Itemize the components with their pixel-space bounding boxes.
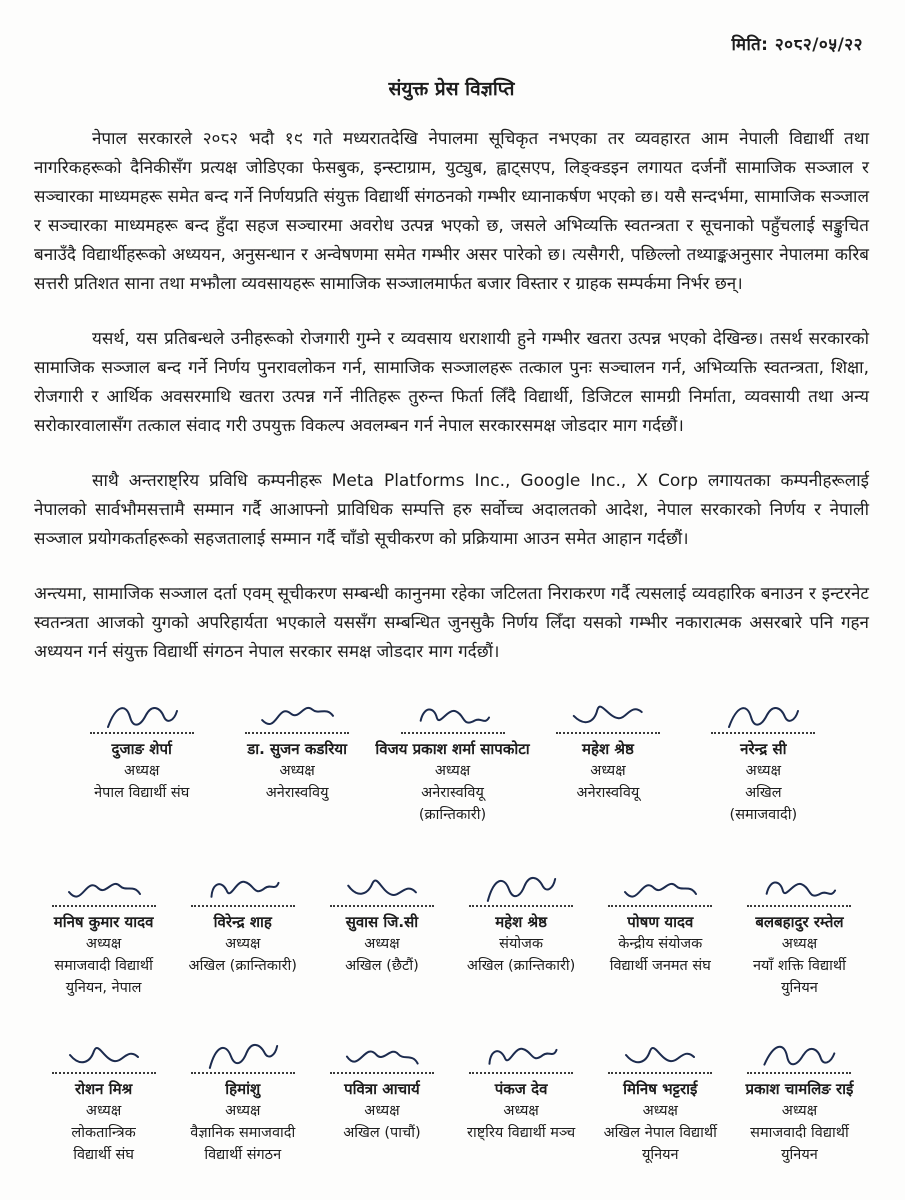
signatory-org-2: यूनियन [641, 1147, 679, 1163]
signatory-block [730, 1033, 869, 1166]
signatory-block [591, 1033, 730, 1166]
signatory-role: अध्यक्ष [225, 936, 261, 952]
signatory-org: अनेरास्ववियु [265, 785, 329, 801]
signatory-name: हिमांशु [225, 1080, 261, 1098]
paragraph-3: साथै अन्तराष्ट्रिय प्रविधि कम्पनीहरू Meta Platforms Inc., Google Inc., X Corp लगायतका कम्पनीहरूलाई नेपालको सार्वभौमसत्तामै सम्मान गर्दै आआफ्नो प्राविधिक सम्पत्ति हरु सर्वोच्च अदालतको आदेश, नेपाल सरकारको निर्णय र नेपाली सञ्जाल प्रयोगकर्ताहरूको सहजतालाई सम्मान गर्दै चाँडो सूचीकरण को प्रक्रियामा आउन समेत आहान गर्दछौं। [34, 471, 869, 549]
signatory-org: अखिल (क्रान्तिकारी) [466, 958, 576, 974]
signatory-org: अखिल [745, 785, 782, 801]
signature-icon [452, 1033, 591, 1077]
signature-icon [591, 1033, 730, 1077]
signatory-block [312, 1033, 451, 1144]
signature-icon [530, 693, 685, 737]
signature-icon [375, 693, 530, 737]
document-title: संयुक्त प्रेस विज्ञप्ति [388, 78, 515, 100]
signatory-org-2: युनियन [781, 1147, 818, 1163]
signatory-name: प्रकाश चामलिङ राई [745, 1080, 854, 1098]
signatory-org-2: (क्रान्तिकारी) [418, 807, 487, 823]
signature-row-2 [34, 866, 869, 999]
document-date: मिति: २०८२/०५/२२ [731, 35, 863, 55]
signatory-role: अध्यक्ष [781, 936, 818, 952]
signatory-block [64, 693, 219, 804]
signatory-role: अध्यक्ष [364, 1103, 400, 1119]
signatory-role: अध्यक्ष [434, 763, 471, 779]
signatory-role: अध्यक्ष [85, 936, 122, 952]
signatory-name: मनिष कुमार यादव [53, 913, 154, 931]
signatory-org-2: युनियन [781, 980, 818, 996]
signature-icon [312, 1033, 451, 1077]
paragraph-1: नेपाल सरकारले २०८२ भदौ १९ गते मध्यरातदेखि नेपालमा सूचिकृत नभएका तर व्यवहारत आम नेपाली विद्यार्थी तथा नागरिकहरूको दैनिकीसँग प्रत्यक्ष जोडिएका फेसबुक, इन्स्टाग्राम, युट्युब, ह्वाट्सएप, लिङ्क्डइन लगायत दर्जनौं सामाजिक सञ्जाल र सञ्चारका माध्यमहरू समेत बन्द गर्ने निर्णयप्रति संयुक्त विद्यार्थी संगठनको गम्भीर ध्यानाकर्षण भएको छ। यसै सन्दर्भमा, सामाजिक सञ्जाल र सञ्चारका माध्यमहरू बन्द हुँदा सहज सञ्चारमा अवरोध उत्पन्न भएको छ, जसले अभिव्यक्ति स्वतन्त्रता र सूचनाको पहुँचलाई सङ्कुचित बनाउँदै विद्यार्थीहरूको अध्ययन, अनुसन्धान र अन्वेषणमा समेत गम्भीर असर पारेको छ। त्यसैगरी, पछिल्लो तथ्याङ्कअनुसार नेपालमा करिब सत्तरी प्रतिशत साना तथा मझौला व्यवसायहरू सामाजिक सञ्जालमार्फत बजार विस्तार र ग्राहक सम्पर्कमा निर्भर छन्। [34, 129, 869, 294]
signature-icon [173, 1033, 312, 1077]
signatory-org: समाजवादी विद्यार्थी [54, 958, 153, 974]
signature-icon [452, 866, 591, 910]
signatory-role: अध्यक्ष [590, 763, 626, 779]
signature-row-3 [34, 1033, 869, 1166]
paragraph-2: यसर्थ, यस प्रतिबन्धले उनीहरूको रोजगारी गुम्ने र व्यवसाय धराशायी हुने गम्भीर खतरा उत्पन्न भएको देखिन्छ। तसर्थ सरकारको सामाजिक सञ्जाल बन्द गर्ने निर्णय पुनरावलोकन गर्न, सामाजिक सञ्जालहरू तत्काल पुनः सञ्चालन गर्न, अभिव्यक्ति स्वतन्त्रता, शिक्षा, रोजगारी र आर्थिक अवसरमाथि खतरा उत्पन्न गर्ने नीतिहरू तुरुन्त फिर्ता लिँदै विद्यार्थी, डिजिटल सामग्री निर्माता, व्यवसायी तथा अन्य सरोकारवालासँग तत्काल संवाद गरी उपयुक्त विकल्प अवलम्बन गर्न नेपाल सरकारसमक्ष जोडदार माग गर्दछौं। [34, 329, 869, 436]
signatory-name: नरेन्द्र सी [740, 740, 787, 758]
signatory-name: रोशन मिश्र [74, 1080, 133, 1098]
signatory-role: अध्यक्ष [279, 763, 315, 779]
signatory-role: अध्यक्ष [364, 936, 400, 952]
signatory-org-2: (समाजवादी) [729, 807, 798, 823]
signatory-block [686, 693, 841, 826]
signatory-role: अध्यक्ष [745, 763, 781, 779]
signatory-org: अनेरास्ववियू [421, 785, 484, 801]
signature-icon [173, 866, 312, 910]
signature-icon [64, 693, 219, 737]
signature-icon [312, 866, 451, 910]
signatory-name: डा. सुजन कडरिया [247, 740, 348, 758]
signatory-org: राष्ट्रिय विद्यार्थी मञ्च [467, 1125, 576, 1141]
signatory-block [375, 693, 530, 826]
signatory-block [312, 866, 451, 977]
signatory-org-2: विद्यार्थी संघ [73, 1147, 134, 1163]
signatory-org: लोकतान्त्रिक [71, 1125, 136, 1141]
signatory-name: पवित्रा आचार्य [344, 1080, 420, 1098]
signatory-name: विरेन्द्र शाह [213, 913, 272, 931]
signatory-org: अनेरास्ववियू [576, 785, 640, 801]
signatory-org: अखिल (पाचौं) [343, 1125, 421, 1141]
signatory-block [34, 1033, 173, 1166]
signature-icon [34, 866, 173, 910]
signatory-block [591, 866, 730, 977]
signatory-block [173, 1033, 312, 1166]
signatory-role: अध्यक्ष [642, 1103, 678, 1119]
signature-icon [34, 1033, 173, 1077]
signatory-block [34, 866, 173, 999]
signatory-block [219, 693, 374, 804]
signatory-org: समाजवादी विद्यार्थी [750, 1125, 849, 1141]
signatory-block [530, 693, 685, 804]
signatory-name: महेश श्रेष्ठ [495, 913, 547, 931]
signatory-role: केन्द्रीय संयोजक [618, 936, 703, 952]
signatory-block [730, 866, 869, 999]
signatory-org: वैज्ञानिक समाजवादी [190, 1125, 296, 1141]
signatory-name: मिनिष भट्टराई [623, 1080, 698, 1098]
signatory-name: पोषण यादव [627, 913, 694, 931]
signatory-block [452, 866, 591, 977]
signatory-name: महेश श्रेष्ठ [582, 740, 634, 758]
signatory-org: नयाँ शक्ति विद्यार्थी [753, 958, 846, 974]
signatory-org: अखिल (छैटौं) [345, 958, 419, 974]
signature-icon [730, 1033, 869, 1077]
signatory-org: विद्यार्थी जनमत संघ [609, 958, 711, 974]
signatory-name: दुजाङ शेर्पा [111, 740, 172, 758]
signature-row-1 [34, 693, 869, 826]
signatory-name: सुवास जि.सी [345, 913, 419, 931]
signatory-role: अध्यक्ष [503, 1103, 539, 1119]
signatory-name: पंकज देव [494, 1080, 548, 1098]
signature-icon [219, 693, 374, 737]
signatory-org: अखिल नेपाल विद्यार्थी [603, 1125, 717, 1141]
signatory-role: संयोजक [499, 936, 544, 952]
signatory-block [173, 866, 312, 977]
signatory-org-2: विद्यार्थी संगठन [204, 1147, 282, 1163]
signature-icon [686, 693, 841, 737]
signatory-name: विजय प्रकाश शर्मा सापकोटा [375, 740, 530, 758]
signatory-role: अध्यक्ष [225, 1103, 261, 1119]
signatory-name: बलबहादुर रम्तेल [755, 913, 844, 931]
signature-icon [591, 866, 730, 910]
signatory-org: नेपाल विद्यार्थी संघ [94, 785, 190, 801]
signatory-org-2: युनियन, नेपाल [65, 980, 142, 996]
signature-icon [730, 866, 869, 910]
signatory-block [452, 1033, 591, 1144]
paragraph-4: अन्त्यमा, सामाजिक सञ्जाल दर्ता एवम् सूचीकरण सम्बन्धी कानुनमा रहेका जटिलता निराकरण गर्दै त्यसलाई व्यवहारिक बनाउन र इन्टरनेट स्वतन्त्रता आजको युगको अपरिहार्यता भएकाले यससँग सम्बन्धित जुनसुकै निर्णय लिँदा यसको गम्भीर नकारात्मक असरबारे पनि गहन अध्ययन गर्न संयुक्त विद्यार्थी संगठन नेपाल सरकार समक्ष जोडदार माग गर्दछौं। [34, 584, 869, 662]
signatory-role: अध्यक्ष [781, 1103, 818, 1119]
signatory-role: अध्यक्ष [85, 1103, 122, 1119]
signatory-role: अध्यक्ष [124, 763, 160, 779]
signatory-org: अखिल (क्रान्तिकारी) [188, 958, 297, 974]
